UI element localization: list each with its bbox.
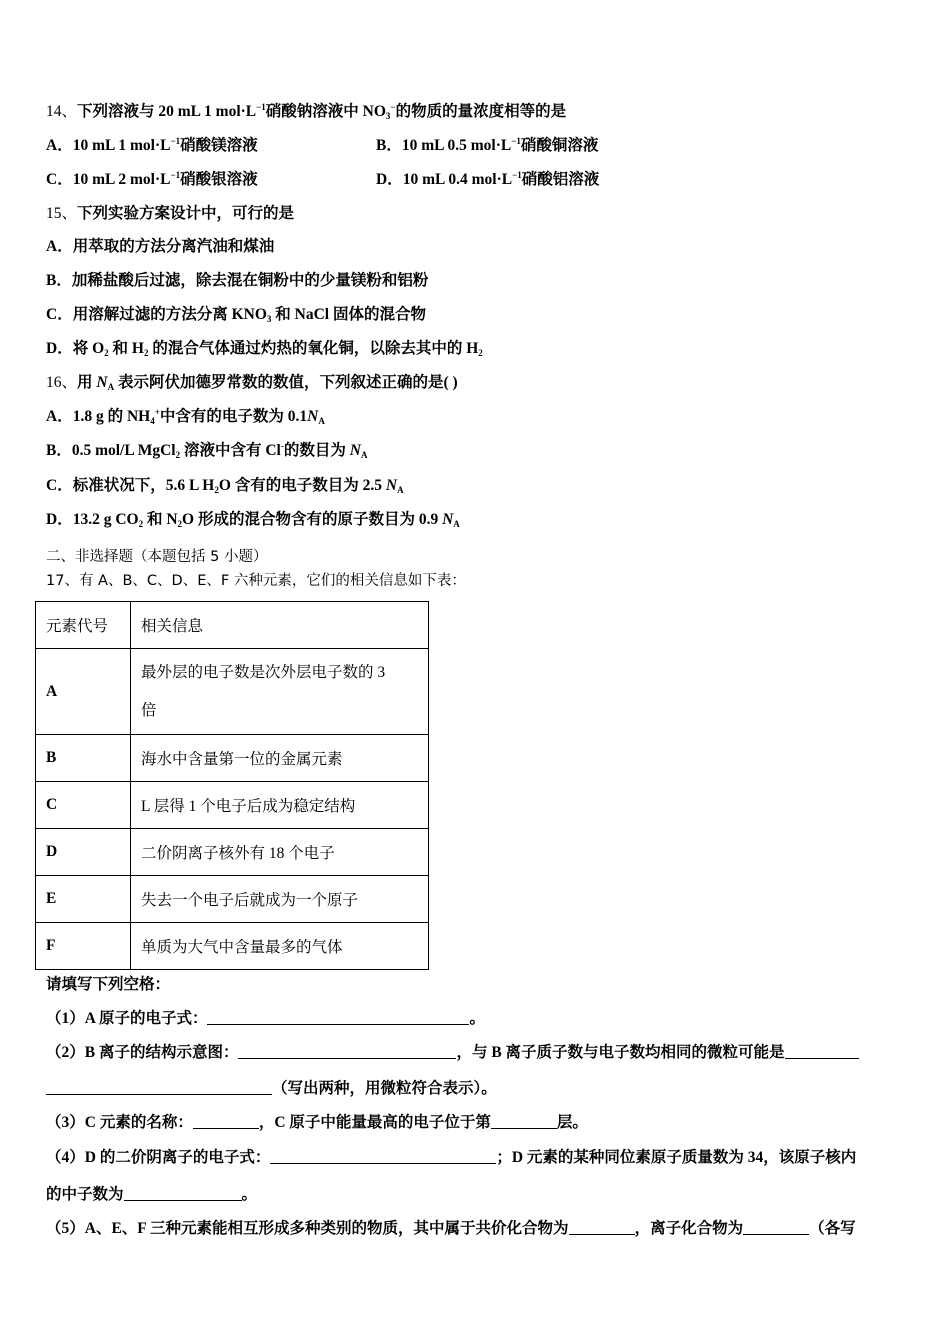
table-cell-code: D (36, 829, 131, 876)
answer-blank[interactable] (270, 1149, 496, 1164)
table-header-code: 元素代号 (36, 602, 131, 649)
q15-option-c: C．用溶解过滤的方法分离 $KNO_3$ 和 NaCl 固体的混合物 (46, 306, 426, 324)
q17-stem: 17、有 A、B、C、D、E、F 六种元素，它们的相关信息如下表： (46, 573, 466, 589)
answer-blank[interactable] (569, 1220, 635, 1235)
table-row (36, 876, 429, 923)
q17-sub3: （3）C 元素的名称： ，C 原子中能量最高的电子位于第 层。 (46, 1114, 588, 1131)
table-row (36, 923, 429, 970)
table-header-row (36, 602, 429, 649)
q15-option-d: D．将 $O_2$ 和 $H_2$ 的混合气体通过灼热的氧化铜，以除去其中的 $H_2$ (46, 340, 483, 358)
q16-stem: 16、用 $N_A$ 表示阿伏加德罗常数的数值，下列叙述正确的是( ) (46, 374, 458, 392)
q16-option-d: D．13.2 g $CO_2$ 和 $N_2O$ 形成的混合物含有的原子数目为 0.9 $N_A$ (46, 511, 460, 529)
q14-option-b: B．10 mL 0.5 $mol\cdot L^{-1}$硝酸铜溶液 (376, 136, 599, 154)
answer-blank[interactable] (124, 1186, 242, 1201)
table-header-info: 相关信息 (131, 602, 429, 649)
q15-option-a: A．用萃取的方法分离汽油和煤油 (46, 238, 275, 255)
table-cell-info: 失去一个电子后就成为一个原子 (131, 876, 429, 923)
q16-option-a: A．1.8 g 的 $NH_4^+$中含有的电子数为 $0.1N_A$ (46, 407, 325, 426)
q17-prompt: 请填写下列空格： (46, 976, 171, 993)
answer-blank[interactable] (491, 1114, 557, 1129)
table-cell-code: B (36, 735, 131, 782)
answer-blank[interactable] (46, 1080, 272, 1095)
answer-blank[interactable] (785, 1044, 859, 1059)
table-cell-code: A (36, 649, 131, 735)
table-row (36, 782, 429, 829)
q17-sub5: （5）A、E、F 三种元素能相互形成多种类别的物质，其中属于共价化合物为 ，离子化合物为 （各写 (46, 1220, 856, 1237)
table-cell-code: E (36, 876, 131, 923)
answer-blank[interactable] (193, 1114, 259, 1129)
element-info-table (35, 601, 429, 970)
q14-option-c: C．10 mL 2 $mol\cdot L^{-1}$硝酸银溶液 (46, 170, 258, 188)
q14-option-a: A．10 mL 1 $mol\cdot L^{-1}$硝酸镁溶液 (46, 136, 258, 154)
q16-option-b: B．0.5 mol/L MgCl$_2$ 溶液中含有 Cl-的数目为 $N_A$ (46, 441, 368, 460)
answer-blank[interactable] (207, 1010, 469, 1025)
q15-stem: 15、下列实验方案设计中，可行的是 (46, 205, 295, 222)
q16-option-c: C．标准状况下，5.6 L $H_2O$ 含有的电子数目为 2.5 $N_A$ (46, 477, 404, 495)
table-cell-code: C (36, 782, 131, 829)
table-row (36, 649, 429, 735)
table-cell-code: F (36, 923, 131, 970)
q17-sub1: （1）A 原子的电子式： 。 (46, 1010, 485, 1027)
table-cell-info: L 层得 1 个电子后成为稳定结构 (131, 782, 429, 829)
table-row (36, 829, 429, 876)
q14-option-d: D．10 mL 0.4 $mol\cdot L^{-1}$硝酸铝溶液 (376, 170, 600, 188)
section-heading: 二、非选择题（本题包括 5 小题） (46, 549, 268, 565)
table-cell-info: 二价阴离子核外有 18 个电子 (131, 829, 429, 876)
table-row (36, 735, 429, 782)
answer-blank[interactable] (238, 1044, 456, 1059)
q17-sub2: （2）B 离子的结构示意图： ，与 B 离子质子数与电子数均相同的微粒可能是 (46, 1043, 859, 1063)
answer-blank[interactable] (743, 1220, 809, 1235)
q17-sub4: （4）D 的二价阴离子的电子式： ；D 元素的某种同位素原子质量数为 34，该原子核内 (46, 1149, 857, 1166)
q15-option-b: B．加稀盐酸后过滤，除去混在铜粉中的少量镁粉和铝粉 (46, 272, 429, 289)
table-cell-info: 单质为大气中含量最多的气体 (131, 923, 429, 970)
q17-sub4-cont: 的中子数为 。 (46, 1186, 258, 1203)
q17-sub2-cont: （写出两种，用微粒符合表示）。 (46, 1079, 497, 1099)
table-cell-info: 最外层的电子数是次外层电子数的 3 倍 (131, 649, 429, 735)
table-cell-info: 海水中含量第一位的金属元素 (131, 735, 429, 782)
q14-stem: 14、下列溶液与 20 mL 1 $mol\cdot L^{-1}$硝酸钠溶液中 $NO_3^-$的物质的量浓度相等的是 (46, 102, 567, 121)
